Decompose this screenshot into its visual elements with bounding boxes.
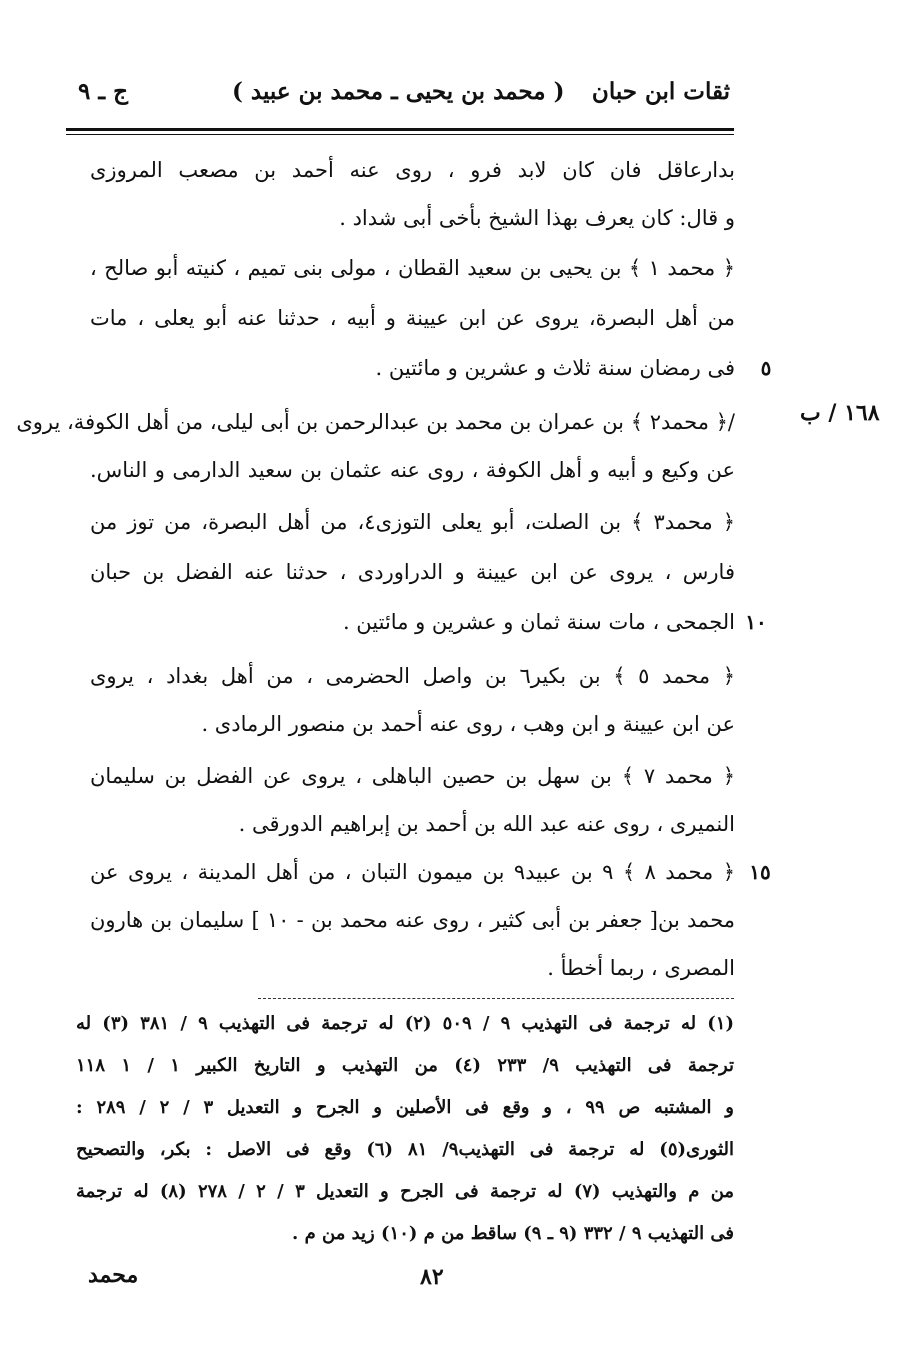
running-title: ثقات ابن حبان [591, 78, 730, 105]
text-line: النميرى ، روى عنه عبد الله بن أحمد بن إبراهيم الدورقى . [238, 812, 735, 836]
manuscript-folio-note: ١٦٨ / ب [800, 400, 880, 426]
footnote-line: ترجمة فى التهذيب ٩/ ٢٣٣ (٤) من التهذيب و التاريخ الكبير ١ / ١ ١١٨ [76, 1055, 734, 1076]
text-line: /﴿ محمد٢ ﴾ بن عمران بن محمد بن عبدالرحمن بن أبى ليلى، من أهل الكوفة، يروى [16, 410, 735, 434]
footnote-line: فى التهذيب ٩ / ٣٣٢ (٩ ـ ٩) ساقط من م (١٠) زيد من م . [292, 1223, 734, 1244]
text-line: محمد بن[ جعفر بن أبى كثير ، روى عنه محمد بن - ١٠ ] سليمان بن هارون [90, 908, 735, 932]
volume-label: ج ـ ٩ [78, 78, 128, 105]
text-line: المصرى ، ربما أخطأ . [547, 956, 735, 980]
text-line: من أهل البصرة، يروى عن ابن عيينة و أبيه ، حدثنا عنه أبو يعلى ، مات [90, 306, 735, 330]
page-number: ٨٢ [420, 1264, 444, 1290]
line-number: ٥ [760, 356, 772, 380]
entry-range: ( محمد بن يحيى ـ محمد بن عبيد ) [232, 78, 565, 105]
text-line: الجمحى ، مات سنة ثمان و عشرين و مائتين . [342, 610, 735, 634]
text-line: فى رمضان سنة ثلاث و عشرين و مائتين . [375, 356, 735, 380]
header-rule-thin [66, 134, 734, 135]
text-line: ﴿ محمد ١ ﴾ بن يحيى بن سعيد القطان ، مولى بنى تميم ، كنيته أبو صالح ، [90, 256, 735, 280]
text-line: عن وكيع و أبيه و أهل الكوفة ، روى عنه عثمان بن سعيد الدارمى و الناس. [90, 458, 735, 482]
footnote-separator [258, 998, 734, 999]
text-line: ﴿ محمد ٧ ﴾ بن سهل بن حصين الباهلى ، يروى عن الفضل بن سليمان [90, 764, 736, 788]
footnote-line: الثورى(٥) له ترجمة فى التهذيب٩/ ٨١ (٦) وقع فى الاصل : بكر، والتصحيح [76, 1139, 735, 1160]
text-line: بدارعاقل فان كان لابد فرو ، روى عنه أحمد بن مصعب المروزى [90, 158, 735, 182]
header-rule [66, 128, 734, 131]
catchword: محمد [88, 1262, 139, 1288]
footnote-line: (١) له ترجمة فى التهذيب ٩ / ٥٠٩ (٢) له ترجمة فى التهذيب ٩ / ٣٨١ (٣) له [76, 1013, 734, 1034]
footnote-line: و المشتبه ص ٩٩ ، و وقع فى الأصلين و الجرح و التعديل ٣ / ٢ / ٢٨٩ : [76, 1097, 735, 1118]
text-line: و قال: كان يعرف بهذا الشيخ بأخى أبى شداد . [339, 206, 735, 230]
text-line: عن ابن عيينة و ابن وهب ، روى عنه أحمد بن منصور الرمادى . [201, 712, 735, 736]
text-line: ﴿ محمد ٥ ﴾ بن بكير٦ بن واصل الحضرمى ، من أهل بغداد ، يروى [90, 664, 736, 688]
footnote-line: من م والتهذيب (٧) له ترجمة فى الجرح و التعديل ٣ / ٢ / ٢٧٨ (٨) له ترجمة [76, 1181, 735, 1202]
text-line: ﴿ محمد٣ ﴾ بن الصلت، أبو يعلى التوزى٤، من أهل البصرة، من توز من [90, 510, 736, 534]
line-number: ١٠ [745, 610, 767, 634]
text-line: ﴿ محمد ٨ ﴾ ٩ بن عبيد٩ بن ميمون التبان ، من أهل المدينة ، يروى عن [90, 860, 736, 884]
line-number: ١٥ [749, 860, 771, 884]
text-line: فارس ، يروى عن ابن عيينة و الدراوردى ، حدثنا عنه الفضل بن حبان [90, 560, 735, 584]
